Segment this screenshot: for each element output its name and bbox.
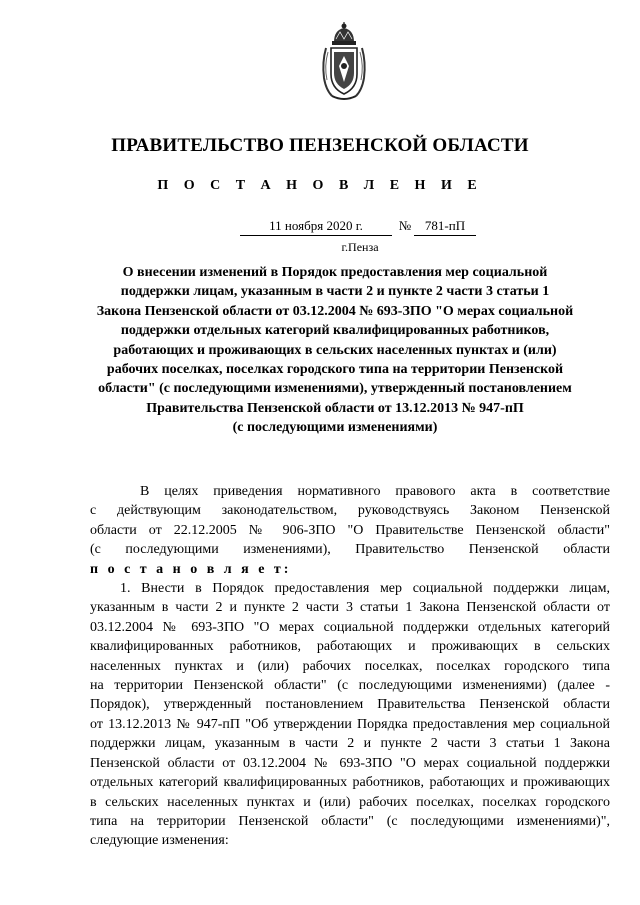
title-line: Закона Пензенской области от 03.12.2004 № 693-ЗПО "О мерах социальной bbox=[96, 303, 574, 319]
number-sign: № bbox=[398, 218, 412, 233]
resolves-word: п о с т а н о в л я е т: bbox=[90, 561, 292, 577]
title-line: Правительства Пензенской области от 13.12.2013 № 947-пП bbox=[146, 400, 524, 416]
body-line: поддержки лицам, указанным в части 2 и пункте 2 части 3 статьи 1 Закона bbox=[90, 736, 610, 752]
city: г.Пенза bbox=[341, 240, 379, 254]
document-date: 11 ноября 2020 г. bbox=[240, 218, 392, 236]
body-line: 03.12.2004 № 693-ЗПО "О мерах социальной поддержки отдельных категорий bbox=[90, 619, 610, 635]
body-line: Пензенской области от 03.12.2004 № 693-ЗПО "О мерах социальной поддержки bbox=[90, 755, 610, 771]
body-line: типа на территории Пензенской области" (с последующими изменениями)", bbox=[90, 813, 610, 829]
title-line: поддержки лицам, указанным в части 2 и пункте 2 части 3 статьи 1 bbox=[120, 284, 550, 300]
title-line: поддержки отдельных категорий квалифицированных работников, bbox=[120, 323, 550, 339]
title-line: области" (с последующими изменениями), утвержденный постановлением bbox=[98, 381, 572, 397]
body-line: указанным в части 2 и пункте 2 части 3 статьи 1 Закона Пензенской области от bbox=[90, 600, 610, 616]
body-line: Порядок), утвержденный постановлением Правительства Пензенской области bbox=[90, 697, 610, 713]
document-title bbox=[70, 263, 600, 438]
body-line: от 13.12.2013 № 947-пП "Об утверждении Порядка предоставления мер социальной bbox=[90, 716, 610, 732]
body-line: квалифицированных работников, работающих и проживающих в сельских bbox=[90, 639, 610, 655]
body-line: следующие изменения: bbox=[90, 833, 229, 849]
title-line: (с последующими изменениями) bbox=[232, 420, 438, 436]
body-line: с действующим законодательством, руководствуясь Законом Пензенской bbox=[90, 503, 610, 519]
body-line: в сельских населенных пунктах и (или) рабочих поселках, поселках городского bbox=[90, 794, 610, 810]
body-line: В целях приведения нормативного правового акта в соответствие bbox=[140, 484, 610, 499]
body-line: отдельных категорий квалифицированных работников, работающих и проживающих bbox=[90, 775, 610, 791]
document-body bbox=[90, 482, 610, 851]
organization-name: ПРАВИТЕЛЬСТВО ПЕНЗЕНСКОЙ ОБЛАСТИ bbox=[111, 135, 529, 156]
body-line: области от 22.12.2005 № 906-ЗПО "О Правительстве Пензенской области" bbox=[90, 522, 610, 538]
coat-of-arms-emblem bbox=[318, 22, 370, 102]
body-line: (с последующими изменениями), Правительство Пензенской области bbox=[90, 542, 610, 558]
document-number: 781-пП bbox=[414, 218, 476, 236]
body-line: 1. Внести в Порядок предоставления мер социальной поддержки лицам, bbox=[120, 581, 610, 597]
title-line: работающих и проживающих в сельских населенных пунктах и (или) bbox=[113, 342, 557, 358]
title-line: О внесении изменений в Порядок предоставления мер социальной bbox=[122, 265, 548, 280]
title-line: рабочих поселках, поселках городского типа на территории Пензенской bbox=[106, 362, 564, 378]
body-line: на территории Пензенской области" (с последующими изменениями) (далее - bbox=[90, 678, 610, 694]
body-line: населенных пунктах и (или) рабочих поселках, поселках городского типа bbox=[90, 658, 610, 674]
document-type: П О С Т А Н О В Л Е Н И Е bbox=[157, 178, 483, 193]
